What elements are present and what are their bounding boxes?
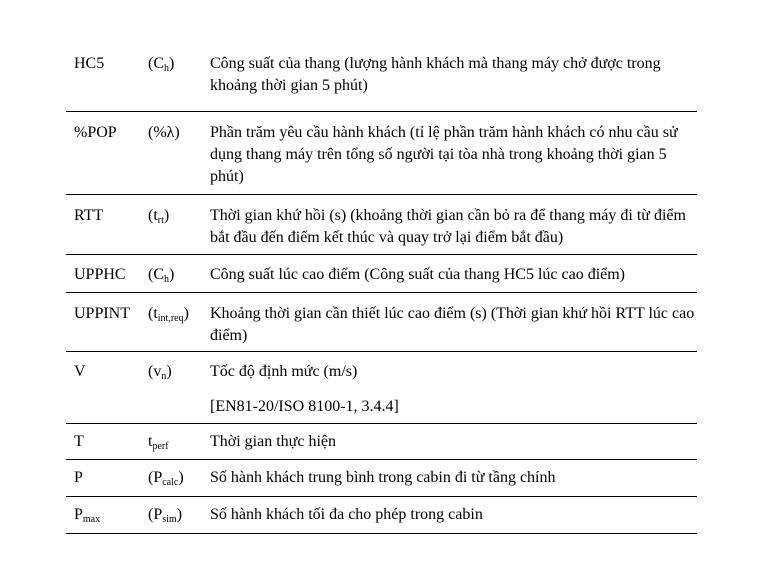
description: Số hành khách tối đa cho phép trong cabin	[210, 506, 483, 523]
abbreviation: P	[74, 469, 83, 486]
description: Công suất của thang (lượng hành khách mà thang máy chở được trong khoảng thời gian 5 phút)	[210, 55, 661, 94]
symbol: $t_{perf}$	[148, 433, 169, 452]
abbreviation: $P_{max}$	[74, 506, 101, 525]
table-row	[66, 195, 697, 255]
description: Thời gian thực hiện	[210, 433, 336, 450]
abbreviation: T	[74, 433, 84, 450]
description: Khoảng thời gian cần thiết lúc cao điểm (s) (Thời gian khứ hồi RTT lúc cao điểm)	[210, 305, 695, 344]
symbol: $(C_h)$	[148, 266, 175, 285]
description: Số hành khách trung bình trong cabin đi từ tầng chính	[210, 469, 556, 486]
abbreviations-table	[66, 42, 697, 534]
table-row	[66, 424, 697, 460]
abbreviation: HC5	[74, 55, 105, 72]
symbol: $(t_{int,req})$	[148, 305, 189, 324]
symbol: $(P_{sim})$	[148, 506, 183, 525]
table-row	[66, 112, 697, 195]
table-row	[66, 460, 697, 497]
abbreviation: UPPHC	[74, 266, 126, 283]
description: Thời gian khứ hồi (s) (khoảng thời gian cần bỏ ra để thang máy đi từ điểm bắt đầu đến điểm kết thúc và quay trở lại điểm bắt đầu)	[210, 207, 686, 246]
symbol: $(t_{rt})$	[148, 207, 170, 226]
symbol: (%λ)	[148, 124, 180, 141]
symbol: $(P_{calc})$	[148, 469, 184, 488]
description: Công suất lúc cao điểm (Công suất của thang HC5 lúc cao điểm)	[210, 266, 626, 283]
description: Phần trăm yêu cầu hành khách (tỉ lệ phần trăm hành khách có nhu cầu sử dụng thang máy trên tổng số người tại tòa nhà trong khoảng thời gian 5 phút)	[210, 124, 678, 185]
description: Tốc độ định mức (m/s) [EN81-20/ISO 8100-1, 3.4.4]	[210, 363, 399, 415]
abbreviation: %POP	[74, 124, 117, 141]
abbreviation: UPPINT	[74, 305, 131, 322]
table-row	[66, 293, 697, 352]
table-row	[66, 352, 697, 424]
abbreviation: RTT	[74, 207, 104, 224]
table-row	[66, 255, 697, 293]
table-row	[66, 497, 697, 534]
abbreviation: V	[74, 363, 86, 380]
symbol: $(v_n)$	[148, 363, 172, 382]
table-row	[66, 42, 697, 112]
symbol: $(C_h)$	[148, 55, 175, 74]
